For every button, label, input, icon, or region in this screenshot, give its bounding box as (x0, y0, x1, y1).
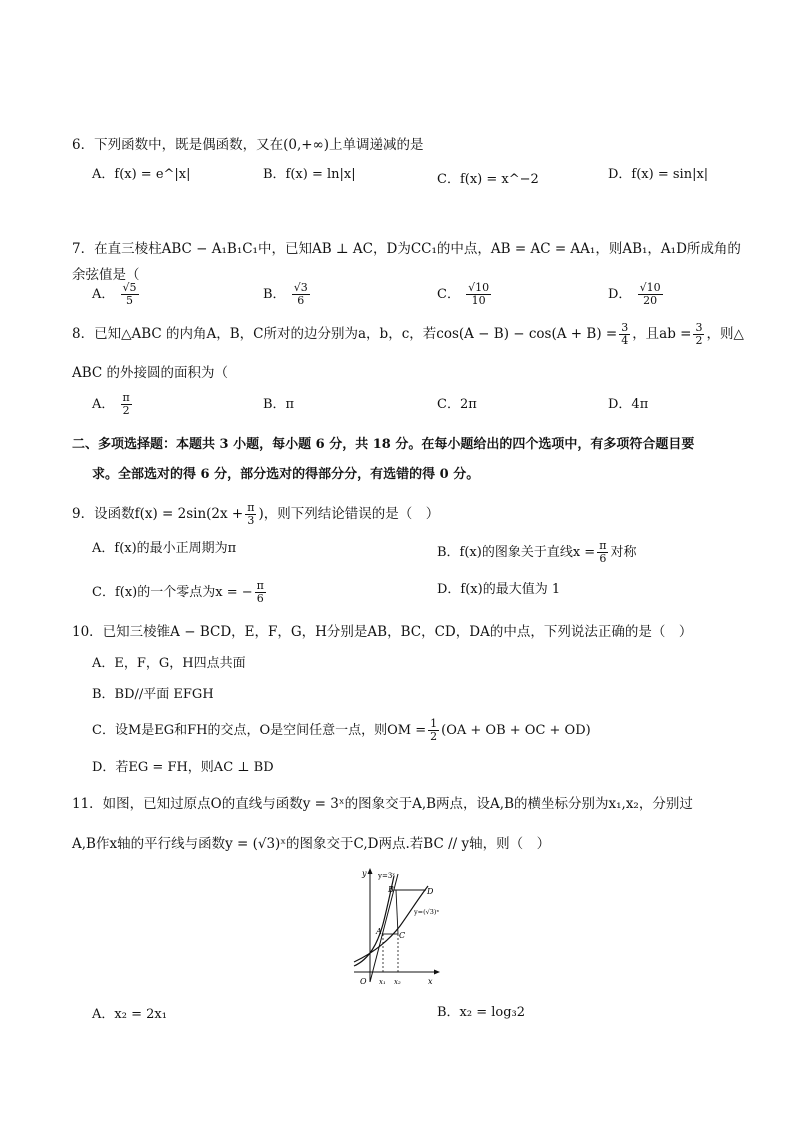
q10-option-a: A．E，F，G，H四点共面 (92, 656, 246, 671)
frac-denominator: 6 (256, 592, 264, 605)
frac-denominator: 2 (695, 334, 703, 347)
q6-option-a: A．f(x) = e^|x| (92, 167, 191, 182)
q9-stem-part-b: )，则下列结论错误的是（ ） (258, 506, 440, 522)
q8-fraction-2 (693, 322, 704, 347)
label-ysqrt3x: y=(√3)ˣ (414, 908, 440, 916)
q9-option-a: A．f(x)的最小正周期为π (92, 541, 237, 556)
label-o: O (360, 977, 367, 986)
q8-stem-continued: ABC 的外接圆的面积为（ (72, 365, 229, 381)
q9-option-b-fraction (597, 540, 608, 565)
q8-option-b: B．π (263, 397, 295, 412)
q9-option-b-part-a: B．f(x)的图象关于直线x = (437, 545, 596, 560)
q9-option-c (92, 580, 268, 605)
q7-option-d-fraction (638, 282, 663, 307)
q10-option-c (92, 718, 591, 743)
label-b: B (388, 885, 394, 894)
q8-stem-part-a: 8．已知△ABC 的内角A，B，C所对的边分别为a，b，c，若cos(A − B) − cos(A + B) = (72, 326, 618, 342)
frac-denominator: 10 (471, 294, 486, 307)
q9-stem-part-a: 9．设函数f(x) = 2sin(2x + (72, 506, 244, 522)
section-2-heading-continued: 求。全部选对的得 6 分，部分选对的得部分分，有选错的得 0 分。 (92, 467, 480, 482)
q9-option-b (437, 540, 636, 565)
q9-stem (72, 502, 439, 527)
q7-stem: 7．在直三棱柱ABC − A₁B₁C₁中，已知AB ⊥ AC，D为CC₁的中点，AB = AC = AA₁，则AB₁，A₁D所成角的 (72, 241, 741, 257)
frac-numerator: 1 (430, 717, 438, 730)
frac-numerator: π (247, 501, 255, 514)
q7-option-a-label: A． (92, 287, 115, 302)
frac-denominator: 2 (430, 730, 438, 743)
q9-option-d: D．f(x)的最大值为 1 (437, 582, 561, 597)
q11-option-b: B．x₂ = log₃2 (437, 1005, 526, 1020)
q10-option-c-part-a: C．设M是EG和FH的交点，O是空间任意一点，则OM = (92, 723, 427, 738)
q6-option-d: D．f(x) = sin|x| (608, 167, 709, 182)
label-x2: x₂ (394, 978, 401, 986)
frac-denominator: 5 (126, 294, 134, 307)
q7-option-c-fraction (466, 282, 491, 307)
q8-fraction-1 (619, 322, 630, 347)
q11-option-a: A．x₂ = 2x₁ (92, 1007, 167, 1022)
q7-option-c (437, 282, 493, 307)
label-d: D (427, 887, 434, 896)
q9-option-b-part-b: 对称 (610, 545, 637, 560)
frac-numerator: 3 (621, 321, 629, 334)
frac-numerator: √10 (639, 281, 661, 294)
frac-denominator: 3 (247, 514, 255, 527)
q7-option-b-fraction (292, 282, 310, 307)
y-axis-arrow (368, 868, 373, 874)
q7-option-a-fraction (121, 282, 139, 307)
q11-stem-continued: A,B作x轴的平行线与函数y = (√3)ˣ的图象交于C,D两点.若BC // y轴，则（ ） (72, 836, 551, 852)
q7-option-d-label: D． (608, 287, 632, 302)
q10-option-c-fraction (428, 718, 439, 743)
q8-option-a-label: A． (92, 397, 115, 412)
q6-option-b: B．f(x) = ln|x| (263, 167, 356, 182)
frac-numerator: π (122, 391, 130, 404)
q8-option-a (92, 392, 134, 417)
q11-figure (340, 864, 450, 990)
frac-denominator: 20 (643, 294, 658, 307)
frac-denominator: 2 (122, 404, 130, 417)
q8-stem (72, 322, 744, 347)
q8-option-c: C．2π (437, 397, 477, 412)
q10-option-b: B．BD//平面 EFGH (92, 687, 214, 702)
label-a: A (376, 927, 382, 936)
frac-numerator: π (256, 579, 264, 592)
q7-option-a (92, 282, 141, 307)
q7-option-b (263, 282, 312, 307)
frac-denominator: 6 (297, 294, 305, 307)
q10-stem: 10．已知三棱锥A − BCD，E，F，G，H分别是AB，BC，CD，DA的中点，下列说法正确的是（ ） (72, 624, 693, 640)
frac-numerator: √3 (293, 281, 308, 294)
frac-numerator: √5 (122, 281, 137, 294)
label-y-axis: y (362, 869, 367, 878)
label-y3x: y=3ˣ (378, 872, 396, 880)
frac-denominator: 4 (621, 334, 629, 347)
q8-option-d: D．4π (608, 397, 649, 412)
q8-option-a-fraction (121, 392, 132, 417)
frac-numerator: √10 (468, 281, 490, 294)
q9-option-c-part-a: C．f(x)的一个零点为x = − (92, 585, 253, 600)
q10-option-d: D．若EG = FH，则AC ⊥ BD (92, 760, 274, 775)
frac-numerator: π (599, 539, 607, 552)
label-x1: x₁ (379, 978, 386, 986)
q7-option-d (608, 282, 665, 307)
q9-option-c-fraction (255, 580, 266, 605)
curve-sqrt3x (354, 886, 428, 962)
q8-stem-part-c: ，则△ (706, 326, 744, 342)
label-x-axis: x (428, 977, 433, 986)
q7-option-c-label: C． (437, 287, 460, 302)
segment-bc (396, 890, 398, 934)
q7-option-b-label: B． (263, 287, 286, 302)
x-axis-arrow (434, 970, 440, 975)
q7-stem-continued: 余弦值是（ (72, 267, 140, 283)
frac-numerator: 3 (695, 321, 703, 334)
frac-denominator: 6 (599, 552, 607, 565)
label-c: C (399, 931, 406, 940)
q6-option-c: C．f(x) = x^−2 (437, 172, 539, 187)
q10-option-c-part-b: (OA + OB + OC + OD) (441, 723, 591, 738)
section-2-heading: 二、多项选择题：本题共 3 小题，每小题 6 分，共 18 分。在每小题给出的四个选项中，有多项符合题目要 (72, 437, 695, 452)
q8-stem-part-b: ，且ab = (632, 326, 692, 342)
q11-stem: 11．如图，已知过原点O的直线与函数y = 3ˣ的图象交于A,B两点，设A,B的横坐标分别为x₁,x₂，分别过 (72, 796, 693, 812)
q9-fraction (245, 502, 256, 527)
q6-stem: 6．下列函数中，既是偶函数，又在(0,+∞)上单调递减的是 (72, 137, 424, 153)
